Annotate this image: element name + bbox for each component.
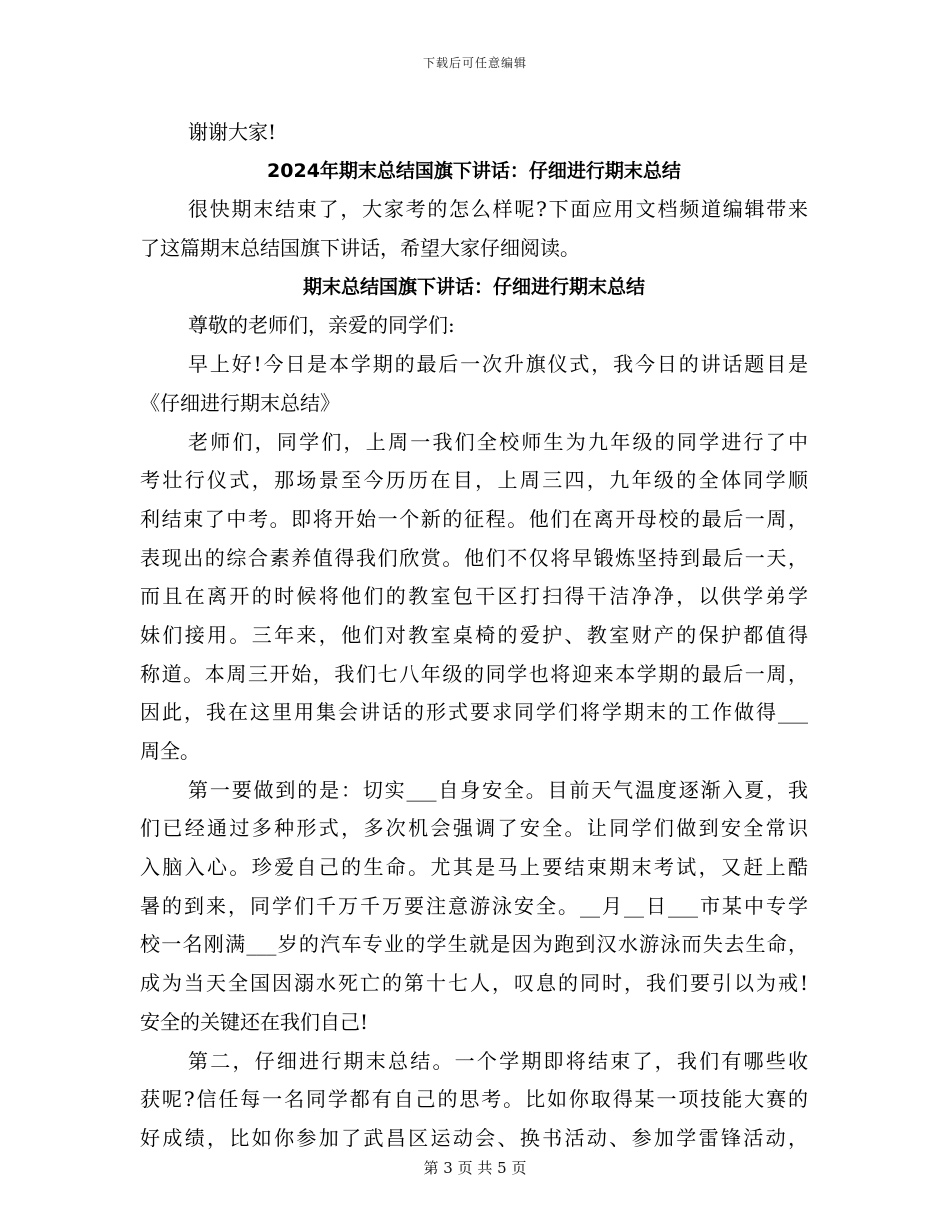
page-number-footer: 第 3 页 共 5 页 [423, 1159, 527, 1177]
paragraph-line: 而且在离开的时候将他们的教室包干区打扫得干洁净净，以供学弟学 [140, 584, 808, 609]
paragraph-line: 考壮行仪式，那场景至今历历在目，上周三四，九年级的全体同学顺 [140, 468, 808, 493]
paragraph-line: 了这篇期末总结国旗下讲话，希望大家仔细阅读。 [140, 236, 580, 261]
paragraph-line: 们已经通过多种形式，多次机会强调了安全。让同学们做到安全常识 [140, 816, 808, 841]
paragraph-line: 好成绩，比如你参加了武昌区运动会、换书活动、参加学雷锋活动， [140, 1125, 808, 1150]
paragraph-line: 暑的到来，同学们千万千万要注意游泳安全。__月__日___市某中专学 [140, 893, 808, 918]
paragraph-line: 周全。 [140, 739, 200, 763]
paragraph-line: 谢谢大家! [188, 120, 277, 144]
paragraph-line: 老师们，同学们，上周一我们全校师生为九年级的同学进行了中 [188, 429, 808, 454]
paragraph-line: 利结束了中考。即将开始一个新的征程。他们在离开母校的最后一周， [140, 506, 808, 531]
paragraph-line: 安全的关键还在我们自己! [140, 1009, 369, 1034]
paragraph-line: 因此，我在这里用集会讲话的形式要求同学们将学期末的工作做得___ [140, 700, 808, 725]
paragraph-line: 很快期末结束了，大家考的怎么样呢?下面应用文档频道编辑带来 [188, 197, 808, 222]
paragraph-line: 表现出的综合素养值得我们欣赏。他们不仅将早锻炼坚持到最后一天， [140, 545, 808, 570]
page-header: 下载后可任意编辑 [422, 56, 527, 70]
paragraph-line: 入脑入心。珍爱自己的生命。尤其是马上要结束期末考试，又赶上酷 [140, 855, 808, 880]
section-heading: 2024年期末总结国旗下讲话：仔细进行期末总结 [267, 159, 681, 182]
paragraph-line: 称道。本周三开始，我们七八年级的同学也将迎来本学期的最后一周， [140, 661, 808, 686]
paragraph-line: 获呢?信任每一名同学都有自己的思考。比如你取得某一项技能大赛的 [140, 1087, 808, 1112]
section-heading: 期末总结国旗下讲话：仔细进行期末总结 [302, 275, 645, 298]
paragraph-line: 尊敬的老师们，亲爱的同学们: [188, 313, 455, 338]
document-body [140, 113, 808, 1158]
paragraph-line: 《仔细进行期末总结》 [140, 390, 340, 415]
paragraph-line: 早上好!今日是本学期的最后一次升旗仪式，我今日的讲话题目是 [188, 352, 808, 377]
paragraph-line: 第一要做到的是：切实___自身安全。目前天气温度逐渐入夏，我 [188, 777, 808, 802]
paragraph-line: 校一名刚满___岁的汽车专业的学生就是因为跑到汉水游泳而失去生命， [140, 932, 808, 957]
paragraph-line: 妹们接用。三年来，他们对教室桌椅的爱护、教室财产的保护都值得 [140, 622, 808, 647]
paragraph-line: 第二，仔细进行期末总结。一个学期即将结束了，我们有哪些收 [188, 1048, 808, 1073]
paragraph-line: 成为当天全国因溺水死亡的第十七人，叹息的同时，我们要引以为戒! [140, 971, 808, 996]
